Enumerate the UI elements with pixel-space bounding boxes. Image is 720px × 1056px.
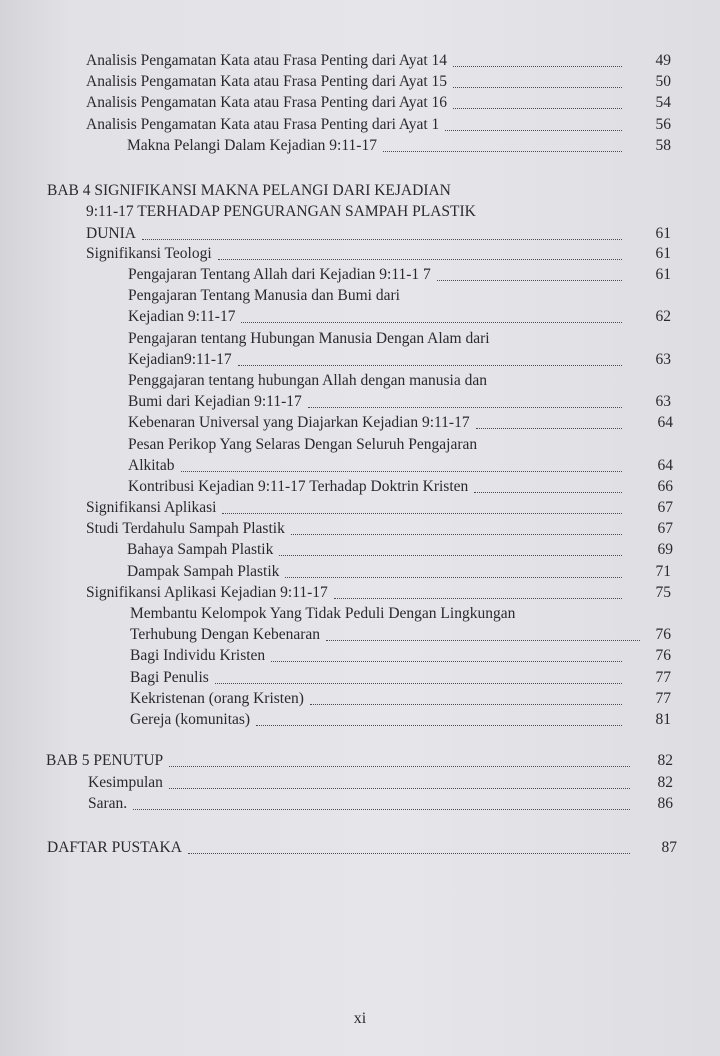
toc-page-number: 76: [655, 647, 671, 664]
toc-entry[interactable]: [86, 223, 136, 244]
toc-page-number: 61: [655, 225, 671, 242]
toc-entry-title: Saran.: [88, 795, 128, 812]
dot-leader: [188, 853, 630, 854]
toc-entry-title: Kontribusi Kejadian 9:11-17 Terhadap Doktrin Kristen: [128, 478, 469, 495]
toc-page-number: 64: [657, 414, 673, 431]
dot-leader: [169, 766, 630, 767]
toc-entry-title: Signifikansi Aplikasi: [86, 499, 217, 516]
toc-entry[interactable]: [128, 306, 235, 327]
dot-leader: [453, 108, 622, 109]
toc-entry-title: 9:11-17 TERHADAP PENGURANGAN SAMPAH PLASTIK: [86, 203, 476, 220]
toc-entry-title: Gereja (komunitas): [130, 711, 251, 728]
dot-leader: [437, 280, 622, 281]
toc-entry-title: Analisis Pengamatan Kata atau Frasa Penting dari Ayat 1: [86, 116, 440, 133]
toc-entry[interactable]: [88, 772, 163, 793]
toc-entry[interactable]: [128, 412, 470, 433]
toc-entry[interactable]: [86, 71, 447, 92]
dot-leader: [238, 365, 622, 366]
toc-entry[interactable]: [130, 624, 320, 645]
toc-page-number: 87: [661, 839, 677, 856]
dot-leader: [218, 259, 622, 260]
toc-page-number: 63: [655, 351, 671, 368]
dot-leader: [310, 704, 622, 705]
dot-leader: [291, 534, 622, 535]
dot-leader: [453, 66, 622, 67]
toc-page-number: 61: [655, 266, 671, 283]
toc-page-number: 67: [657, 520, 673, 537]
toc-entry[interactable]: [130, 667, 209, 688]
toc-entry-title: Membantu Kelompok Yang Tidak Peduli Dengan Lingkungan: [130, 605, 516, 622]
toc-entry-title: Bagi Individu Kristen: [130, 647, 266, 664]
dot-leader: [181, 471, 623, 472]
toc-entry[interactable]: [128, 370, 487, 391]
dot-leader: [474, 492, 622, 493]
toc-page-number: 81: [655, 711, 671, 728]
toc-page-number: 82: [657, 774, 673, 791]
toc-page-number: 61: [655, 245, 671, 262]
toc-page-number: 54: [655, 94, 671, 111]
toc-entry-title: Pengajaran Tentang Manusia dan Bumi dari: [128, 287, 400, 304]
toc-entry-title: Kekristenan (orang Kristen): [130, 690, 304, 707]
toc-entry[interactable]: [86, 114, 439, 135]
toc-page-number: 50: [655, 73, 671, 90]
toc-entry[interactable]: [86, 518, 285, 539]
toc-entry-title: Terhubung Dengan Kebenaran: [130, 626, 321, 643]
dot-leader: [241, 322, 622, 323]
dot-leader: [142, 239, 622, 240]
toc-entry[interactable]: [128, 349, 232, 370]
dot-leader: [476, 428, 622, 429]
dot-leader: [271, 661, 622, 662]
page-number-roman: xi: [353, 1010, 367, 1027]
toc-entry[interactable]: [128, 455, 175, 476]
toc-entry[interactable]: [128, 476, 468, 497]
toc-entry[interactable]: [130, 603, 515, 624]
toc-page-number: 58: [655, 137, 671, 154]
toc-page-number: 75: [655, 584, 671, 601]
toc-entry-title: BAB 5 PENUTUP: [46, 752, 164, 769]
toc-entry[interactable]: [47, 837, 182, 858]
toc-entry-title: Analisis Pengamatan Kata atau Frasa Penting dari Ayat 14: [86, 52, 448, 69]
toc-entry-title: Bahaya Sampah Plastik: [127, 541, 274, 558]
toc-entry[interactable]: [47, 180, 451, 201]
toc-entry[interactable]: [86, 50, 447, 71]
toc-entry-title: Makna Pelangi Dalam Kejadian 9:11-17: [127, 137, 377, 154]
dot-leader: [453, 87, 622, 88]
toc-page-number: 86: [657, 795, 673, 812]
toc-entry-title: DAFTAR PUSTAKA: [47, 839, 182, 856]
toc-entry-title: Pengajaran Tentang Allah dari Kejadian 9:11-1 7: [128, 266, 431, 283]
toc-entry-title: Analisis Pengamatan Kata atau Frasa Penting dari Ayat 15: [86, 73, 448, 90]
toc-entry[interactable]: [128, 328, 490, 349]
toc-page-number: 76: [655, 626, 671, 643]
toc-entry[interactable]: [130, 709, 250, 730]
dot-leader: [285, 577, 622, 578]
dot-leader: [445, 130, 622, 131]
toc-entry[interactable]: [86, 201, 476, 222]
toc-entry-title: Analisis Pengamatan Kata atau Frasa Penting dari Ayat 16: [86, 94, 448, 111]
toc-entry[interactable]: [127, 135, 377, 156]
dot-leader: [308, 407, 622, 408]
toc-page-number: 62: [655, 308, 671, 325]
toc-page-number: 56: [655, 116, 671, 133]
toc-entry[interactable]: [128, 285, 400, 306]
toc-entry-title: Signifikansi Aplikasi Kejadian 9:11-17: [86, 584, 328, 601]
toc-entry-title: Penggajaran tentang hubungan Allah dengan manusia dan: [128, 372, 487, 389]
dot-leader: [383, 151, 622, 152]
toc-page-number: 66: [657, 478, 673, 495]
toc-entry[interactable]: [128, 391, 302, 412]
toc-entry-title: Kejadian9:11-17: [128, 351, 232, 368]
toc-page-number: 67: [657, 499, 673, 516]
toc-entry[interactable]: [46, 750, 163, 771]
toc-page-number: 69: [657, 541, 673, 558]
dot-leader: [326, 640, 640, 641]
dot-leader: [279, 555, 622, 556]
toc-entry-title: Pesan Perikop Yang Selaras Dengan Seluruh Pengajaran: [128, 436, 478, 453]
toc-page-number: 49: [655, 52, 671, 69]
toc-entry-title: Studi Terdahulu Sampah Plastik: [86, 520, 285, 537]
toc-entry[interactable]: [86, 243, 212, 264]
toc-entry-title: DUNIA: [86, 225, 136, 242]
toc-page-number: 63: [655, 393, 671, 410]
toc-page-number: 64: [657, 457, 673, 474]
toc-page-number: 77: [655, 690, 671, 707]
toc-page-number: 82: [657, 752, 673, 769]
toc-entry[interactable]: [86, 92, 447, 113]
toc-entry-title: BAB 4 SIGNIFIKANSI MAKNA PELANGI DARI KEJADIAN: [47, 182, 451, 199]
toc-entry[interactable]: [128, 264, 431, 285]
dot-leader: [169, 788, 630, 789]
toc-entry[interactable]: [128, 434, 477, 455]
dot-leader: [256, 725, 622, 726]
dot-leader: [133, 809, 630, 810]
toc-entry-title: Signifikansi Teologi: [86, 245, 212, 262]
toc-entry[interactable]: [88, 793, 127, 814]
dot-leader: [215, 683, 622, 684]
toc-entry[interactable]: [86, 582, 328, 603]
toc-entry-title: Kebenaran Universal yang Diajarkan Kejadian 9:11-17: [128, 414, 470, 431]
dot-leader: [222, 513, 622, 514]
toc-entry[interactable]: [86, 497, 216, 518]
toc-entry-title: Kejadian 9:11-17: [128, 308, 236, 325]
toc-entry-title: Alkitab: [128, 457, 175, 474]
toc-page-number: 77: [655, 669, 671, 686]
toc-page-number: 71: [655, 563, 671, 580]
toc-entry[interactable]: [130, 645, 265, 666]
toc-entry[interactable]: [127, 539, 273, 560]
toc-entry[interactable]: [127, 561, 279, 582]
toc-entry[interactable]: [130, 688, 304, 709]
toc-entry-title: Dampak Sampah Plastik: [127, 563, 280, 580]
toc-entry-title: Bagi Penulis: [130, 669, 209, 686]
toc-entry-title: Kesimpulan: [88, 774, 163, 791]
toc-entry-title: Bumi dari Kejadian 9:11-17: [128, 393, 302, 410]
toc-entry-title: Pengajaran tentang Hubungan Manusia Dengan Alam dari: [128, 330, 490, 347]
dot-leader: [334, 598, 622, 599]
